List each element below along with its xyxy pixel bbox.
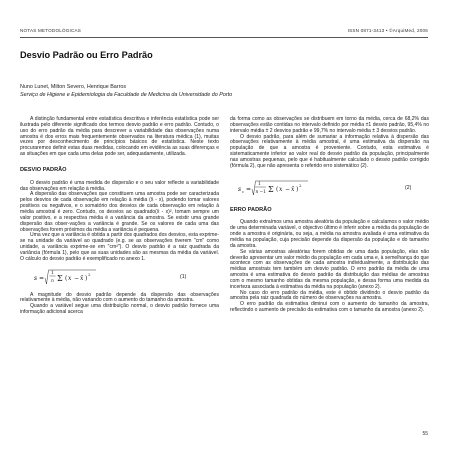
svg-text:1: 1: [51, 270, 54, 276]
svg-text:−: −: [74, 274, 80, 282]
body-paragraph: Quando a variável segue uma distribuição normal, o desvio padrão fornece uma informação adicional acerca: [20, 303, 219, 316]
article-authors: Nuno Lunet, Milton Severo, Henrique Barros: [20, 84, 127, 90]
body-paragraph: A dispersão das observações que constituem uma amostra pode ser caracterizada pelos desvios de cada observação em relação à média (x̄ - x), podendo tomar valores positivos ou negativos, e o somatório dos desvios de cada observação em relação à média amostral é zero. Contudo, os desvios ao quadrado(x̄ - x)², tomam sempre um valor positivo, e a respectiva média é a variância da amostra. Se existir uma grande dispersão das obser-vações a variância é grande. Se os valores de cada uma das observações forem próximos da média a variância é pequena.: [20, 191, 219, 233]
body-paragraph: Uma vez que a variância é obtida a partir dos quadrados dos desvios, esta exprime-se na unidade da variável ao quadrado (e.g. se as observações tiverem "cm" como unidade, a variância exprime-se em "cm²"). O desvio padrão é a raiz quadrada da variância (fórmula 1), pelo que as suas unidades são as mesmas da média da variável. O cálculo do desvio padrão é exemplificado no anexo 1.: [20, 232, 219, 262]
equation-number-2: (2): [405, 184, 412, 191]
svg-text:Σ: Σ: [57, 273, 63, 283]
body-paragraph: da forma como as observações se distribuem em torno da média, cerca de 68,2% das observações estão contidas no intervalo definido por média ±1 desvio padrão, 95,4% no intervalo média ± 2 desvios padrão e 99,7% no intervalo média ± 3 desvios padrão.: [230, 116, 429, 134]
right-column: [230, 117, 429, 314]
svg-text:s: s: [238, 185, 242, 193]
body-paragraph: O desvio padrão, para além de sumariar a informação relativa à dispersão das observações relativamente à média amostral, é uma estimativa da dispersão na população de que a amostra é proveniente. Contudo, esta estimativa é sistematicamente inferior ao valor real do desvio padrão da população, principalmente nas amostras pequenas, pelo que é habitualmente calculado o desvio padrão corrigido (fórmula 2), que não apresenta o referido erro sistemático (2).: [230, 133, 429, 169]
corrected-standard-deviation-formula: [230, 176, 429, 202]
journal-issn-header: ISSN 0871-3413 • ©ArquiMed, 2006: [347, 28, 428, 33]
svg-text:=: =: [39, 274, 45, 282]
section-heading-desvio-padrao: DESVIO PADRÃO: [20, 166, 67, 173]
standard-deviation-formula: [20, 265, 219, 291]
formula-2: [230, 176, 429, 202]
svg-text:2: 2: [88, 271, 91, 277]
svg-text:): ): [296, 185, 299, 193]
section-heading-erro-padrao: ERRO PADRÃO: [230, 206, 272, 213]
body-paragraph: O erro padrão da estimativa diminui com o aumento do tamanho da amostra, reflectindo o aumento de precisão da estimativa com o tamanho da amostra (anexo 2).: [230, 301, 429, 314]
svg-text:x̄: x̄: [291, 185, 295, 193]
intro-paragraph: A distinção fundamental entre estatística descritiva e inferência estatística pode ser ilustrada pelo diferente significado dos termos desvio padrão e erro padrão. Contudo, o uso do erro padrão da média para descrever a variabilidade das observações numa amostra é dos erros mais frequentemente observados na literatura médica (1), muitas vezes por desconhecimento de princípios básicos de estatística. Neste texto procuraremos definir estas duas medidas, colocando em evidência as suas diferenças e as situações em que cada uma delas pode ser, adequadamente, utilizada.: [20, 116, 219, 158]
article-affiliation: Serviço de Higiene e Epidemiologia da Faculdade de Medicina da Universidade do Porto: [20, 92, 233, 98]
svg-text:x̄: x̄: [80, 274, 84, 282]
svg-text:1: 1: [258, 181, 261, 187]
article-title: Desvio Padrão ou Erro Padrão: [20, 50, 153, 60]
svg-text:−1: −1: [259, 189, 266, 195]
body-paragraph: Se várias amostras aleatórias forem obtidas de uma dada população, elas não deverão apresentar um valor médio da população em cada uma e, à semelhança do que acontece com as observações de cada amostra individualmente, a distribuição das médias amostrais tem também um desvio padrão. O erro padrão da média de uma amostra é uma estimativa do desvio padrão da distribuição das médias de amostras com o mesmo tamanho obtidas da mesma população, e dessa forma uma medida da incerteza associada à estimativa da média na população (anexo 2).: [230, 248, 429, 290]
svg-text:−: −: [285, 185, 291, 193]
svg-text:x: x: [68, 274, 72, 282]
svg-text:): ): [85, 274, 88, 282]
body-paragraph: Quando extraímos uma amostra aleatória da população e calculamos o valor médio de uma determinada variável, o objectivo último é inferir sobre a média da população de onde a amostra é originária, ou seja, a média na amostra avaliada é uma estimativa da média na população, cuja precisão depende da dispersão da população e do tamanho da amostra.: [230, 219, 429, 249]
body-paragraph: A magnitude do desvio padrão depende da dispersão das observações relativamente à média, não variando com o aumento do tamanho da amostra.: [20, 291, 219, 304]
equation-number-1: (1): [180, 273, 187, 280]
header-rule: [20, 37, 428, 38]
svg-text:Σ: Σ: [268, 184, 274, 194]
svg-text:=: =: [246, 185, 252, 193]
body-paragraph: No caso do erro padrão da média, este é obtido dividindo o desvio padrão da amostra pela raiz quadrada do número de observações na amostra.: [230, 289, 429, 302]
svg-text:c: c: [242, 189, 245, 194]
journal-section-header: NOTAS METODOLÓGICAS: [20, 28, 82, 33]
svg-text:x: x: [279, 185, 283, 193]
svg-text:(: (: [276, 185, 279, 193]
svg-text:(: (: [65, 274, 68, 282]
page-number: 55: [422, 431, 428, 437]
svg-text:2: 2: [299, 182, 302, 188]
svg-text:s: s: [34, 274, 38, 282]
formula-1: [20, 265, 219, 291]
svg-text:n: n: [255, 189, 259, 195]
body-paragraph: O desvio padrão é uma medida de dispersão e o seu valor reflecte a variabilidade das observações em relação à média.: [20, 179, 219, 192]
left-column: [20, 117, 219, 316]
svg-text:n: n: [51, 278, 54, 284]
